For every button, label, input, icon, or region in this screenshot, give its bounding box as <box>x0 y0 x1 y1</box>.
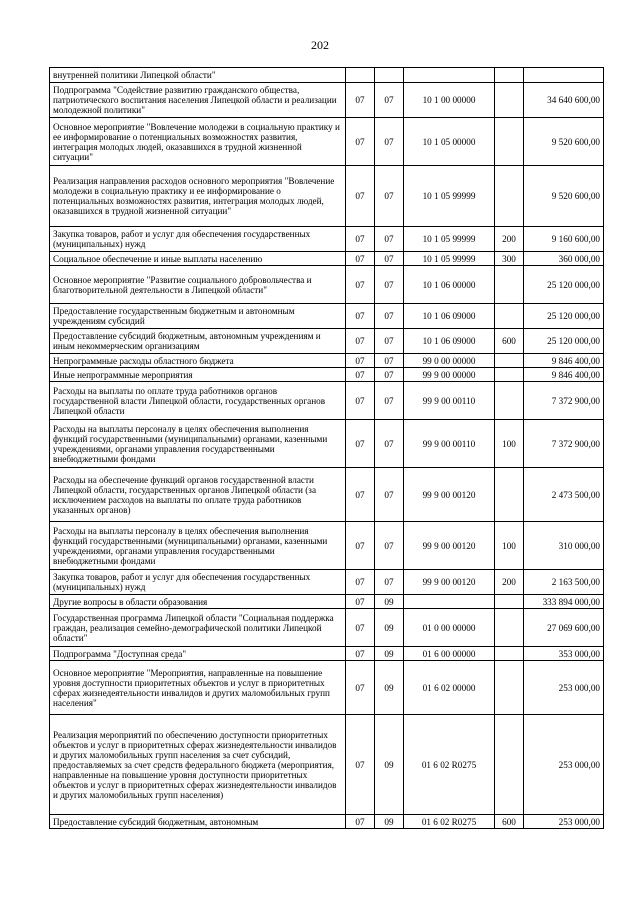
row-subsection-cell: 09 <box>375 815 404 829</box>
table-row <box>50 266 604 304</box>
row-target-article-cell: 01 6 00 00000 <box>404 647 495 661</box>
row-name-cell: Социальное обеспечение и иные выплаты населению <box>50 252 346 266</box>
row-section-cell: 07 <box>346 83 375 118</box>
row-subsection-cell: 07 <box>375 118 404 166</box>
row-target-article-cell: 99 0 00 00000 <box>404 354 495 368</box>
row-section-cell: 07 <box>346 354 375 368</box>
table-row <box>50 468 604 522</box>
row-section-cell: 07 <box>346 661 375 715</box>
row-name-cell: Расходы на выплаты персоналу в целях обеспечения выполнения функций государственными (муниципальными) органами, казенными учреждениями, органами управления государственными внебюджетными фондами <box>50 522 346 570</box>
row-target-article-cell: 10 1 05 99999 <box>404 166 495 227</box>
row-section-cell: 07 <box>346 118 375 166</box>
table-row <box>50 83 604 118</box>
row-amount-cell: 253 000,00 <box>524 815 604 829</box>
table-row <box>50 815 604 829</box>
row-expense-type-cell <box>495 304 524 329</box>
budget-table <box>49 67 604 829</box>
row-amount-cell: 9 160 600,00 <box>524 227 604 252</box>
row-name-cell: Подпрограмма "Содействие развитию гражданского общества, патриотического воспитания населения Липецкой области и реализации молодежной политики" <box>50 83 346 118</box>
row-target-article-cell: 01 6 02 R0275 <box>404 815 495 829</box>
row-name-cell: Иные непрограммные мероприятия <box>50 368 346 382</box>
budget-table-body <box>50 68 604 829</box>
row-subsection-cell: 07 <box>375 166 404 227</box>
row-subsection-cell: 07 <box>375 252 404 266</box>
row-amount-cell: 9 846 400,00 <box>524 368 604 382</box>
row-section-cell: 07 <box>346 304 375 329</box>
row-amount-cell: 310 000,00 <box>524 522 604 570</box>
row-name-cell: Предоставление государственным бюджетным и автономным учреждениям субсидий <box>50 304 346 329</box>
row-expense-type-cell: 200 <box>495 227 524 252</box>
row-target-article-cell: 99 9 00 00120 <box>404 522 495 570</box>
row-section-cell: 07 <box>346 595 375 609</box>
row-expense-type-cell <box>495 68 524 83</box>
table-row <box>50 522 604 570</box>
table-row <box>50 354 604 368</box>
row-amount-cell: 9 520 600,00 <box>524 166 604 227</box>
row-subsection-cell <box>375 68 404 83</box>
row-expense-type-cell: 100 <box>495 420 524 468</box>
row-section-cell: 07 <box>346 227 375 252</box>
row-section-cell: 07 <box>346 468 375 522</box>
row-amount-cell: 25 120 000,00 <box>524 266 604 304</box>
row-target-article-cell: 99 9 00 00120 <box>404 468 495 522</box>
row-amount-cell: 25 120 000,00 <box>524 329 604 354</box>
row-subsection-cell: 07 <box>375 304 404 329</box>
table-row <box>50 609 604 647</box>
row-target-article-cell: 99 9 00 00110 <box>404 382 495 420</box>
row-expense-type-cell: 300 <box>495 252 524 266</box>
row-amount-cell: 25 120 000,00 <box>524 304 604 329</box>
row-name-cell: Непрограммные расходы областного бюджета <box>50 354 346 368</box>
row-subsection-cell: 07 <box>375 420 404 468</box>
table-row <box>50 368 604 382</box>
row-name-cell: Предоставление субсидий бюджетным, автономным <box>50 815 346 829</box>
row-name-cell: Расходы на обеспечение функций органов государственной власти Липецкой области, государственных органов Липецкой области (за исключением расходов на выплаты по оплате труда работников указанных органов) <box>50 468 346 522</box>
table-row <box>50 166 604 227</box>
row-target-article-cell: 10 1 00 00000 <box>404 83 495 118</box>
row-expense-type-cell <box>495 118 524 166</box>
row-expense-type-cell <box>495 354 524 368</box>
row-amount-cell: 333 894 000,00 <box>524 595 604 609</box>
row-section-cell: 07 <box>346 166 375 227</box>
row-name-cell: Закупка товаров, работ и услуг для обеспечения государственных (муниципальных) нужд <box>50 227 346 252</box>
row-name-cell: Основное мероприятие "Развитие социального добровольчества и благотворительной деятельности в Липецкой области" <box>50 266 346 304</box>
row-subsection-cell: 07 <box>375 354 404 368</box>
row-section-cell: 07 <box>346 329 375 354</box>
row-expense-type-cell <box>495 715 524 815</box>
row-subsection-cell: 09 <box>375 595 404 609</box>
row-amount-cell: 2 163 500,00 <box>524 570 604 595</box>
row-amount-cell: 253 000,00 <box>524 661 604 715</box>
table-row <box>50 382 604 420</box>
row-section-cell: 07 <box>346 266 375 304</box>
row-amount-cell: 360 000,00 <box>524 252 604 266</box>
table-row <box>50 570 604 595</box>
row-name-cell: Реализация мероприятий по обеспечению доступности приоритетных объектов и услуг в приоритетных сферах жизнедеятельности инвалидов и других маломобильных групп населения за счет субсидий, предоставляемых за счет средств федерального бюджета (мероприятия, направленные на повышение уровня доступности приоритетных объектов и услуг в приоритетных сферах жизнедеятельности инвалидов и других маломобильных групп населения) <box>50 715 346 815</box>
table-row <box>50 304 604 329</box>
row-amount-cell: 7 372 900,00 <box>524 382 604 420</box>
row-expense-type-cell <box>495 661 524 715</box>
row-section-cell <box>346 68 375 83</box>
row-target-article-cell: 10 1 06 09000 <box>404 329 495 354</box>
table-row <box>50 595 604 609</box>
row-amount-cell: 9 520 600,00 <box>524 118 604 166</box>
row-target-article-cell: 10 1 06 09000 <box>404 304 495 329</box>
row-expense-type-cell <box>495 266 524 304</box>
row-subsection-cell: 07 <box>375 83 404 118</box>
row-name-cell: Расходы на выплаты по оплате труда работников органов государственной власти Липецкой области, государственных органов Липецкой области <box>50 382 346 420</box>
row-expense-type-cell <box>495 166 524 227</box>
row-section-cell: 07 <box>346 368 375 382</box>
row-expense-type-cell <box>495 468 524 522</box>
row-expense-type-cell <box>495 368 524 382</box>
row-subsection-cell: 09 <box>375 661 404 715</box>
row-section-cell: 07 <box>346 252 375 266</box>
row-section-cell: 07 <box>346 647 375 661</box>
row-amount-cell: 7 372 900,00 <box>524 420 604 468</box>
row-subsection-cell: 09 <box>375 609 404 647</box>
row-amount-cell: 2 473 500,00 <box>524 468 604 522</box>
table-row <box>50 252 604 266</box>
row-target-article-cell: 10 1 05 99999 <box>404 252 495 266</box>
row-name-cell: Предоставление субсидий бюджетным, автономным учреждениям и иным некоммерческим организациям <box>50 329 346 354</box>
row-expense-type-cell <box>495 647 524 661</box>
table-row <box>50 68 604 83</box>
row-name-cell: Другие вопросы в области образования <box>50 595 346 609</box>
row-target-article-cell: 01 6 02 00000 <box>404 661 495 715</box>
row-name-cell: Подпрограмма "Доступная среда" <box>50 647 346 661</box>
row-section-cell: 07 <box>346 815 375 829</box>
row-amount-cell: 34 640 600,00 <box>524 83 604 118</box>
row-section-cell: 07 <box>346 609 375 647</box>
row-expense-type-cell <box>495 595 524 609</box>
row-subsection-cell: 09 <box>375 715 404 815</box>
row-name-cell: внутренней политики Липецкой области" <box>50 68 346 83</box>
row-target-article-cell: 01 0 00 00000 <box>404 609 495 647</box>
row-section-cell: 07 <box>346 715 375 815</box>
row-expense-type-cell <box>495 609 524 647</box>
row-subsection-cell: 07 <box>375 570 404 595</box>
row-section-cell: 07 <box>346 382 375 420</box>
table-row <box>50 227 604 252</box>
row-section-cell: 07 <box>346 420 375 468</box>
row-amount-cell: 253 000,00 <box>524 715 604 815</box>
row-expense-type-cell <box>495 83 524 118</box>
row-expense-type-cell: 200 <box>495 570 524 595</box>
row-subsection-cell: 07 <box>375 329 404 354</box>
row-subsection-cell: 07 <box>375 227 404 252</box>
row-name-cell: Реализация направления расходов основного мероприятия "Вовлечение молодежи в социальную практику и ее информирование о потенциальных возможностях развития, интеграция молодых людей, оказавшихся в трудной жизненной ситуации" <box>50 166 346 227</box>
row-target-article-cell: 10 1 06 00000 <box>404 266 495 304</box>
row-target-article-cell <box>404 68 495 83</box>
table-row <box>50 715 604 815</box>
row-subsection-cell: 07 <box>375 382 404 420</box>
row-expense-type-cell: 600 <box>495 329 524 354</box>
row-subsection-cell: 07 <box>375 468 404 522</box>
row-name-cell: Основное мероприятие "Вовлечение молодежи в социальную практику и ее информирование о потенциальных возможностях развития, интеграция молодых людей, оказавшихся в трудной жизненной ситуации" <box>50 118 346 166</box>
row-section-cell: 07 <box>346 522 375 570</box>
row-subsection-cell: 07 <box>375 522 404 570</box>
row-expense-type-cell <box>495 382 524 420</box>
row-name-cell: Государственная программа Липецкой области "Социальная поддержка граждан, реализация семейно-демографической политики Липецкой области" <box>50 609 346 647</box>
table-row <box>50 420 604 468</box>
table-row <box>50 118 604 166</box>
table-row <box>50 647 604 661</box>
table-row <box>50 661 604 715</box>
row-subsection-cell: 07 <box>375 368 404 382</box>
row-subsection-cell: 07 <box>375 266 404 304</box>
page-number: 202 <box>311 38 329 52</box>
row-amount-cell <box>524 68 604 83</box>
row-expense-type-cell: 100 <box>495 522 524 570</box>
row-name-cell: Основное мероприятие "Мероприятия, направленные на повышение уровня доступности приоритетных объектов и услуг в приоритетных сферах жизнедеятельности инвалидов и других маломобильных групп населения" <box>50 661 346 715</box>
row-target-article-cell <box>404 595 495 609</box>
row-target-article-cell: 99 9 00 00120 <box>404 570 495 595</box>
row-target-article-cell: 99 9 00 00000 <box>404 368 495 382</box>
row-expense-type-cell: 600 <box>495 815 524 829</box>
row-target-article-cell: 10 1 05 99999 <box>404 227 495 252</box>
row-subsection-cell: 09 <box>375 647 404 661</box>
row-section-cell: 07 <box>346 570 375 595</box>
row-name-cell: Расходы на выплаты персоналу в целях обеспечения выполнения функций государственными (муниципальными) органами, казенными учреждениями, органами управления государственными внебюджетными фондами <box>50 420 346 468</box>
row-amount-cell: 353 000,00 <box>524 647 604 661</box>
row-amount-cell: 27 069 600,00 <box>524 609 604 647</box>
row-name-cell: Закупка товаров, работ и услуг для обеспечения государственных (муниципальных) нужд <box>50 570 346 595</box>
row-amount-cell: 9 846 400,00 <box>524 354 604 368</box>
row-target-article-cell: 10 1 05 00000 <box>404 118 495 166</box>
row-target-article-cell: 99 9 00 00110 <box>404 420 495 468</box>
row-target-article-cell: 01 6 02 R0275 <box>404 715 495 815</box>
table-row <box>50 329 604 354</box>
